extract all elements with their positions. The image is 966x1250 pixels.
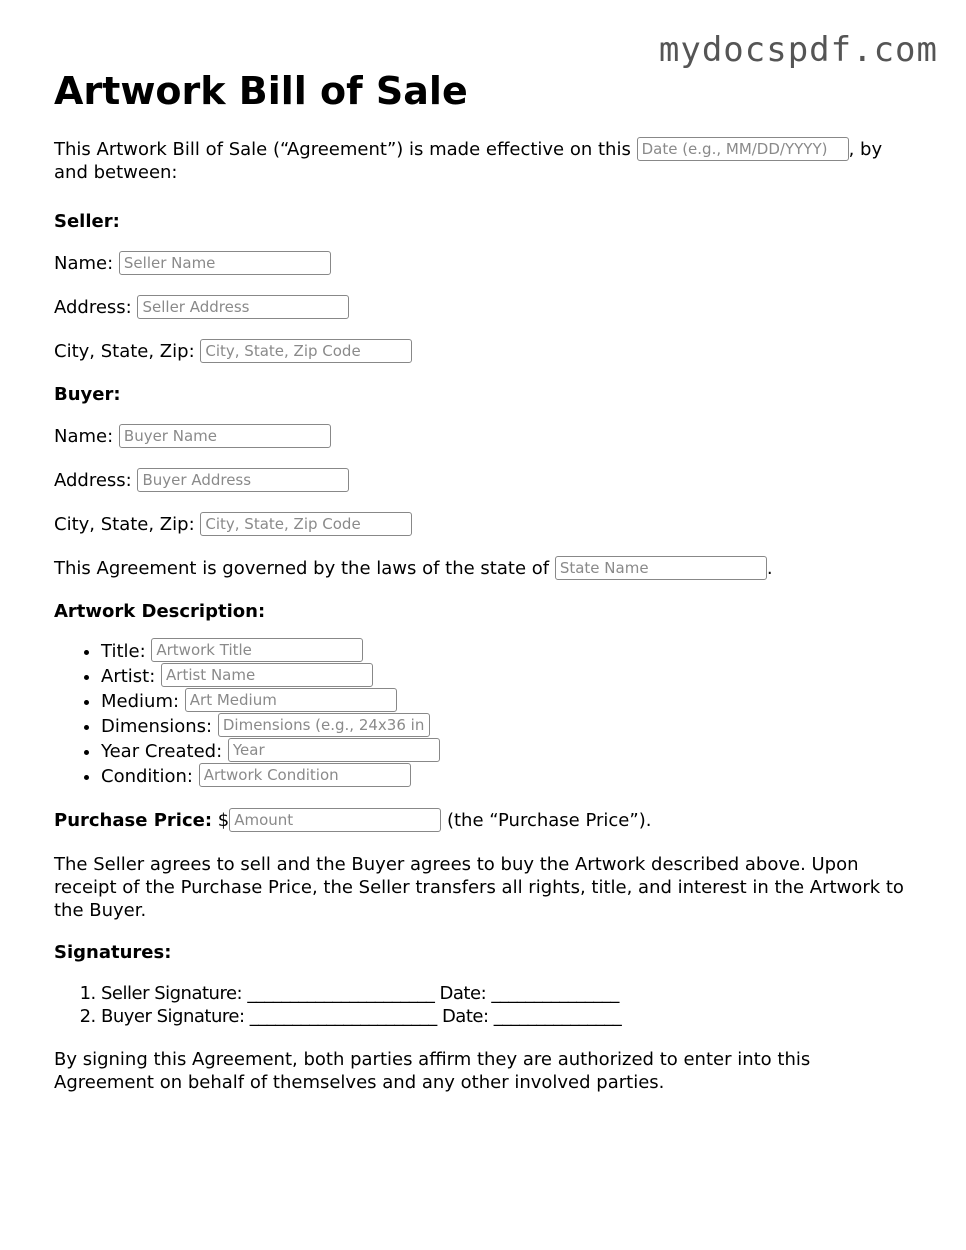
seller-name-row [54,252,914,276]
seller-address-input[interactable] [137,295,349,319]
artwork-heading: Artwork Description: [54,601,266,622]
year-created-label: Year Created: [101,741,223,762]
page-title: Artwork Bill of Sale [54,69,468,113]
artwork-title-item [101,639,914,664]
purchase-price-text-after: (the “Purchase Price”). [446,810,652,831]
year-created-input[interactable] [228,738,440,762]
artist-name-label: Artist: [101,666,156,687]
condition-input[interactable] [199,763,411,787]
artist-name-input[interactable] [161,663,373,687]
dimensions-input[interactable] [218,713,430,737]
buyer-name-label: Name: [54,426,114,447]
purchase-price-label: Purchase Price: [54,810,213,831]
governing-text-before: This Agreement is governed by the laws of the state of [54,558,550,579]
artwork-title-input[interactable] [151,638,363,662]
signature-list [54,982,914,1028]
buyer-address-label: Address: [54,470,132,491]
art-medium-item [101,689,914,714]
buyer-signature-line: 2. Buyer Signature: ______________________ Date: _______________ [101,1005,914,1028]
art-medium-label: Medium: [101,691,180,712]
buyer-name-input[interactable] [119,424,331,448]
condition-item [101,764,914,789]
dimensions-item [101,714,914,739]
buyer-city-input[interactable] [200,512,412,536]
seller-name-input[interactable] [119,251,331,275]
signatures-heading: Signatures: [54,942,172,963]
seller-signature-line: 1. Seller Signature: ______________________ Date: _______________ [101,982,914,1005]
intro-paragraph [54,138,914,184]
buyer-city-row [54,513,914,537]
intro-text-before: This Artwork Bill of Sale (“Agreement”) is made effective on this [54,139,631,160]
seller-city-label: City, State, Zip: [54,341,195,362]
closing-paragraph: By signing this Agreement, both parties affirm they are authorized to enter into this Agreement on behalf of themselves and any other involved parties. [54,1049,811,1093]
condition-label: Condition: [101,766,193,787]
seller-name-label: Name: [54,253,114,274]
governing-text-after: . [766,558,773,579]
purchase-price-row [54,809,914,833]
governing-law-row [54,557,914,581]
seller-heading: Seller: [54,211,120,232]
purchase-price-input[interactable] [229,808,441,832]
document-page [54,66,914,1094]
buyer-address-input[interactable] [137,468,349,492]
intro-text-after: , by and between: [54,139,883,183]
year-created-item [101,739,914,764]
watermark: mydocspdf.com [658,30,938,70]
buyer-address-row [54,469,914,493]
currency-symbol: $ [217,810,230,831]
seller-city-input[interactable] [200,339,412,363]
seller-city-row [54,340,914,364]
buyer-city-label: City, State, Zip: [54,514,195,535]
seller-address-label: Address: [54,297,132,318]
buyer-name-row [54,425,914,449]
effective-date-input[interactable] [637,137,849,161]
artwork-description-list [54,639,914,789]
buyer-heading: Buyer: [54,384,121,405]
art-medium-input[interactable] [185,688,397,712]
artwork-title-label: Title: [101,641,146,662]
terms-paragraph: The Seller agrees to sell and the Buyer agrees to buy the Artwork described above. Upon receipt of the Purchase Price, the Seller transfers all rights, title, and interest in the Artwork to the Buyer. [54,854,904,921]
seller-address-row [54,296,914,320]
state-name-input[interactable] [555,556,767,580]
artist-name-item [101,664,914,689]
dimensions-label: Dimensions: [101,716,213,737]
